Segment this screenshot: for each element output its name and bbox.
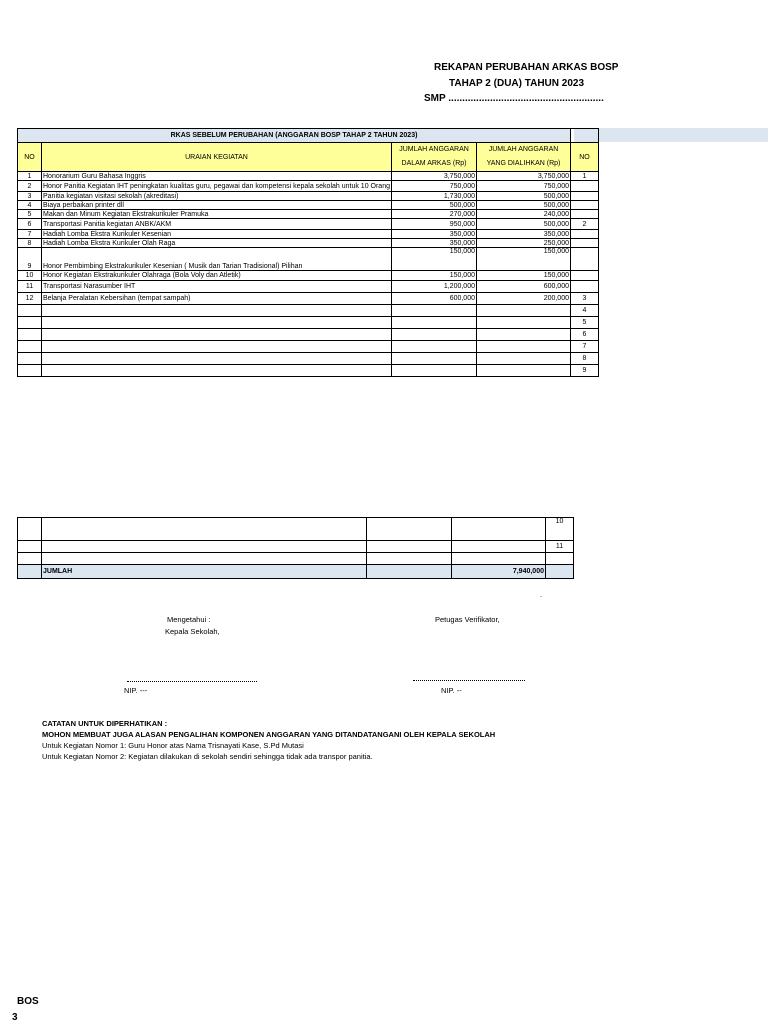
col-no2-header: NO: [571, 143, 599, 172]
row-no2: 2: [571, 219, 599, 230]
row-no: 2: [18, 181, 42, 192]
row-uraian: Belanja Peralatan Kebersihan (tempat sampah): [42, 293, 392, 305]
table-row: [18, 172, 599, 181]
notes-line-2: Untuk Kegiatan Nomor 1: Guru Honor atas Nama Trisnayati Kase, S.Pd Mutasi: [42, 741, 304, 750]
header-highlight-bar: [574, 128, 768, 142]
table-row: [18, 239, 599, 248]
row-anggaran: 1,730,000: [392, 192, 477, 201]
row-uraian: Panitia kegiatan visitasi sekolah (akreditasi): [42, 192, 392, 201]
row-uraian: Honor Pembimbing Ekstrakurikuler Kesenian ( Musik dan Tarian Tradisional) Pilihan: [42, 248, 392, 271]
row-dialihkan: 150,000: [477, 248, 571, 271]
sign-right-label: Petugas Verifikator,: [435, 615, 500, 624]
table-row: [18, 271, 599, 281]
table-row-empty: [18, 317, 599, 329]
title-line-1: REKAPAN PERUBAHAN ARKAS BOSP: [434, 62, 619, 73]
row-no2: [571, 210, 599, 219]
title-line-1-wrap: [400, 62, 619, 76]
row-no: 9: [18, 248, 42, 271]
notes-section: [42, 718, 495, 762]
row-anggaran: 600,000: [392, 293, 477, 305]
row-dialihkan: 600,000: [477, 281, 571, 293]
row-anggaran: 1,200,000: [392, 281, 477, 293]
sign-left-label: Mengetahui :: [167, 615, 211, 624]
row-dialihkan: 250,000: [477, 239, 571, 248]
notes-heading: CATATAN UNTUK DIPERHATIKAN :: [42, 719, 168, 728]
row-no2: [571, 239, 599, 248]
row-anggaran: 350,000: [392, 230, 477, 239]
table-row: [18, 230, 599, 239]
col-jumlah-dialihkan-line1: JUMLAH ANGGARAN: [488, 146, 559, 153]
row-anggaran: 950,000: [392, 219, 477, 230]
row-dialihkan: 3,750,000: [477, 172, 571, 181]
title-line-3: SMP ........................................................: [424, 93, 604, 104]
row-no: 10: [18, 271, 42, 281]
row-anggaran: 350,000: [392, 239, 477, 248]
row-uraian: Hadiah Lomba Ekstra Kurikuler Olah Raga: [42, 239, 392, 248]
table-row: [18, 293, 599, 305]
row-dialihkan: 240,000: [477, 210, 571, 219]
footer-text-1: BOS: [17, 996, 39, 1007]
row-uraian: Honor Panitia Kegiatan IHT peningkatan kualitas guru, pegawai dan kompetensi kepala sekolah untuk 10 Orang: [43, 182, 390, 190]
table-row-empty: [18, 365, 599, 377]
row-no: 1: [18, 172, 42, 181]
sign-left-role: Kepala Sekolah,: [165, 627, 220, 636]
row-uraian: Transportasi Panitia kegiatan ANBK/AKM: [42, 219, 392, 230]
title-line-3-wrap: [400, 93, 604, 107]
row-uraian: Biaya perbaikan printer dll: [42, 201, 392, 210]
row-no2: 5: [571, 317, 599, 329]
row-no2: [571, 230, 599, 239]
total-label: JUMLAH: [42, 565, 367, 579]
row-anggaran: 500,000: [392, 201, 477, 210]
col-jumlah-arkas-line1: JUMLAH ANGGARAN: [399, 146, 469, 153]
col-uraian-header: URAIAN KEGIATAN: [42, 143, 392, 172]
rkas-table-lower: [17, 517, 574, 579]
table-row: [18, 219, 599, 230]
row-anggaran: 3,750,000: [392, 172, 477, 181]
row-no2: [571, 201, 599, 210]
row-no2: [571, 271, 599, 281]
title-line-2-wrap: [400, 78, 585, 92]
col-no-header: NO: [18, 143, 42, 172]
stray-dot: .: [540, 590, 543, 599]
row-uraian: Transportasi Narasumber IHT: [42, 281, 392, 293]
row-no2: [571, 248, 599, 271]
table-row-empty: [18, 341, 599, 353]
notes-line-3: Untuk Kegiatan Nomor 2: Kegiatan dilakukan di sekolah sendiri sehingga tidak ada transpor panitia.: [42, 752, 373, 761]
row-dialihkan: 500,000: [477, 219, 571, 230]
sign-right-line: [413, 680, 525, 681]
row-anggaran: 150,000: [392, 248, 477, 271]
row-dialihkan: 200,000: [477, 293, 571, 305]
table-row-empty: [18, 305, 599, 317]
row-uraian: Makan dan Minum Kegiatan Ekstrakurikuler Pramuka: [42, 210, 392, 219]
table-row: [18, 201, 599, 210]
rkas-table: [17, 128, 599, 377]
title-line-2: TAHAP 2 (DUA) TAHUN 2023: [449, 78, 585, 89]
notes-line-1: MOHON MEMBUAT JUGA ALASAN PENGALIHAN KOMPONEN ANGGARAN YANG DITANDATANGANI OLEH KEPALA SEKOLAH: [42, 730, 496, 739]
row-dialihkan: 500,000: [477, 201, 571, 210]
row-uraian: Hadiah Lomba Ekstra Kurikuler Kesenian: [42, 230, 392, 239]
row-no: 3: [18, 192, 42, 201]
row-no: 5: [18, 210, 42, 219]
row-no: 12: [18, 293, 42, 305]
row-no: 7: [18, 230, 42, 239]
row-anggaran: 270,000: [392, 210, 477, 219]
row-no2: 8: [571, 353, 599, 365]
row-no2: [571, 181, 599, 192]
row-no2: 3: [571, 293, 599, 305]
row-no: 6: [18, 219, 42, 230]
table-row: [18, 192, 599, 201]
row-no: 4: [18, 201, 42, 210]
row-no2: 1: [571, 172, 599, 181]
sign-left-line: [127, 681, 257, 682]
table-row: [18, 248, 599, 271]
row-no2: 10: [546, 518, 574, 541]
row-no2: 7: [571, 341, 599, 353]
col-jumlah-dialihkan-line2: YANG DIALIHKAN (Rp): [486, 160, 561, 167]
row-no: 11: [18, 281, 42, 293]
row-no: 8: [18, 239, 42, 248]
col-jumlah-arkas-header: [392, 143, 477, 172]
row-dialihkan: 750,000: [477, 181, 571, 192]
table-row-empty: [18, 329, 599, 341]
row-dialihkan: 350,000: [477, 230, 571, 239]
section-header: RKAS SEBELUM PERUBAHAN (ANGGARAN BOSP TAHAP 2 TAHUN 2023): [18, 129, 571, 143]
footer-text-2: 3: [12, 1012, 18, 1023]
table-row-empty: [18, 353, 599, 365]
table-row: [18, 281, 599, 293]
col-jumlah-dialihkan-header: [477, 143, 571, 172]
row-anggaran: 150,000: [392, 271, 477, 281]
row-no2: 9: [571, 365, 599, 377]
row-uraian: Honorarium Guru Bahasa Inggris: [42, 172, 392, 181]
row-no2: 11: [546, 541, 574, 553]
total-value: 7,940,000: [452, 565, 546, 579]
row-dialihkan: 500,000: [477, 192, 571, 201]
table-row: [18, 210, 599, 219]
row-uraian: Honor Kegiatan Ekstrakurikuler Olahraga (Bola Voly dan Atletik): [42, 271, 392, 281]
table-row: [18, 181, 599, 192]
sign-left-nip: NIP. ---: [124, 686, 148, 695]
row-no2: [571, 192, 599, 201]
row-no2: 4: [571, 305, 599, 317]
sign-right-nip: NIP. --: [441, 686, 462, 695]
col-jumlah-arkas-line2: DALAM ARKAS (Rp): [401, 160, 467, 167]
row-no2: [571, 281, 599, 293]
row-dialihkan: 150,000: [477, 271, 571, 281]
row-anggaran: 750,000: [392, 181, 477, 192]
row-no2: 6: [571, 329, 599, 341]
